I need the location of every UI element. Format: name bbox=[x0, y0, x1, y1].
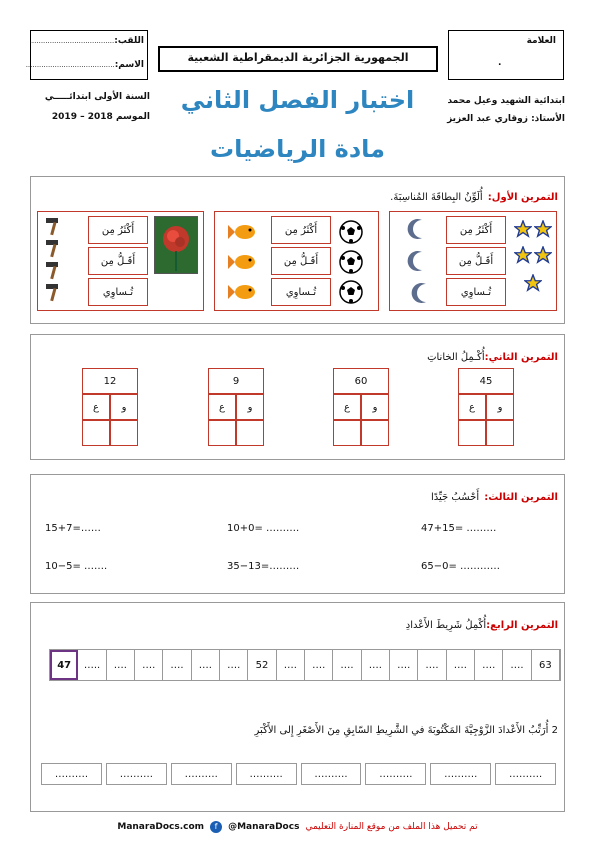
answer-box[interactable]: ………. bbox=[365, 763, 426, 785]
goldfish-icon bbox=[227, 282, 259, 306]
exercise-2-label: التمرين الثاني: bbox=[484, 352, 558, 363]
exercise-2-instruction: أُكْـمِلُ الخاناتِ bbox=[427, 352, 485, 363]
units-answer[interactable] bbox=[236, 420, 264, 446]
star-icon bbox=[534, 220, 552, 242]
teacher-name: الأستاذ: زوقاري عبد العزيز bbox=[447, 114, 565, 124]
tens-answer[interactable] bbox=[333, 420, 361, 446]
hammer-icon bbox=[44, 238, 66, 262]
star-icon bbox=[514, 246, 532, 268]
strip-cell[interactable]: …. bbox=[333, 650, 361, 680]
option-more-than[interactable]: أَكْثَرُ مِن bbox=[271, 216, 331, 244]
exercise-3-label: التمرين الثالث: bbox=[484, 492, 558, 503]
strip-cell[interactable]: …. bbox=[418, 650, 446, 680]
tens-answer[interactable] bbox=[82, 420, 110, 446]
republic-title: الجمهورية الجزائرية الديمقراطية الشعبية bbox=[187, 51, 409, 64]
number-strip bbox=[49, 649, 561, 681]
exercise-4-instruction: أُكْمِلُ شَرِيطَ الأَعْدادِ bbox=[405, 620, 487, 631]
exercise-3-section bbox=[30, 474, 565, 594]
option-less-than[interactable]: أَقَـلُّ مِن bbox=[88, 247, 148, 275]
exercise-4-section bbox=[30, 602, 565, 812]
exercise-1-instruction: أُلَوِّنُ البِطاقَةَ المُناسِبَةَ. bbox=[390, 192, 483, 203]
answer-box[interactable]: ………. bbox=[236, 763, 297, 785]
soccer-ball-icon bbox=[339, 220, 363, 248]
school-name: ابتدائية الشهيد وعيل محمد bbox=[447, 96, 565, 106]
strip-cell[interactable]: ….. bbox=[78, 650, 106, 680]
exercise-4-heading bbox=[406, 613, 558, 632]
hammer-icon bbox=[44, 260, 66, 284]
answer-box[interactable]: ………. bbox=[430, 763, 491, 785]
op-10-plus-0[interactable]: 10+0= ………. bbox=[227, 523, 300, 534]
year-level: السنة الأولى ابتدائـــــي bbox=[44, 92, 150, 102]
hammer-icon bbox=[44, 282, 66, 306]
units-header: و bbox=[486, 394, 514, 420]
name-line bbox=[25, 60, 144, 70]
name-label: الاسم: bbox=[114, 60, 144, 70]
units-header: و bbox=[110, 394, 138, 420]
strip-cell[interactable]: …. bbox=[192, 650, 220, 680]
surname-line bbox=[29, 36, 144, 46]
strip-cell[interactable]: 47 bbox=[50, 650, 78, 680]
season: الموسم 2018 – 2019 bbox=[51, 112, 150, 122]
answer-box[interactable]: ………. bbox=[41, 763, 102, 785]
number-cell: 9 bbox=[208, 368, 264, 394]
footer bbox=[30, 818, 565, 836]
exercise-2-heading bbox=[427, 345, 558, 364]
option-more-than[interactable]: أَكْثَرُ مِن bbox=[446, 216, 506, 244]
strip-cell[interactable]: 63 bbox=[532, 650, 560, 680]
hammer-icon bbox=[44, 216, 66, 240]
option-more-than[interactable]: أَكْثَرُ مِن bbox=[88, 216, 148, 244]
strip-cell[interactable]: …. bbox=[107, 650, 135, 680]
units-header: و bbox=[361, 394, 389, 420]
strip-cell[interactable]: …. bbox=[277, 650, 305, 680]
subject-title: مادة الرياضيات bbox=[209, 135, 386, 163]
op-15-plus-7[interactable]: 15+7=…… bbox=[45, 523, 101, 534]
moon-icon bbox=[404, 218, 430, 244]
number-cell: 60 bbox=[333, 368, 389, 394]
exercise-1-heading bbox=[390, 185, 558, 204]
star-icon bbox=[514, 220, 532, 242]
strip-cell[interactable]: …. bbox=[475, 650, 503, 680]
grade-label: العلامة bbox=[526, 36, 556, 46]
moon-icon bbox=[404, 250, 430, 276]
answer-box[interactable]: ………. bbox=[106, 763, 167, 785]
footer-text: تم تحميل هذا الملف من موقع المنارة التعليمي bbox=[305, 822, 478, 832]
group-stars-moons bbox=[389, 211, 557, 311]
tens-header: ع bbox=[208, 394, 236, 420]
strip-cell[interactable]: 52 bbox=[248, 650, 276, 680]
exercise-3-heading bbox=[431, 485, 558, 504]
answer-box[interactable]: ………. bbox=[495, 763, 556, 785]
name-dots: ........................................ bbox=[25, 61, 115, 69]
grade-dot: . bbox=[498, 58, 502, 68]
units-answer[interactable] bbox=[486, 420, 514, 446]
exercise-4-label: التمرين الرابع: bbox=[486, 620, 558, 631]
op-35-minus-13[interactable]: 35−13=……… bbox=[227, 561, 300, 572]
strip-cell[interactable]: …. bbox=[390, 650, 418, 680]
answer-box[interactable]: ………. bbox=[301, 763, 362, 785]
exam-title: اختبار الفصل الثاني bbox=[180, 86, 415, 114]
group-balls-fish bbox=[214, 211, 379, 311]
group-rose-hammers bbox=[37, 211, 204, 311]
strip-cell[interactable]: …. bbox=[503, 650, 531, 680]
units-header: و bbox=[236, 394, 264, 420]
strip-cell[interactable]: …. bbox=[163, 650, 191, 680]
tens-header: ع bbox=[82, 394, 110, 420]
facebook-icon: f bbox=[210, 821, 222, 833]
op-65-minus-0[interactable]: 65−0= ………… bbox=[421, 561, 501, 572]
tens-header: ع bbox=[333, 394, 361, 420]
stars-icons bbox=[510, 218, 554, 304]
units-answer[interactable] bbox=[110, 420, 138, 446]
op-10-minus-5[interactable]: 10−5= ……. bbox=[45, 561, 108, 572]
answer-box[interactable]: ………. bbox=[171, 763, 232, 785]
option-less-than[interactable]: أَقَـلُّ مِن bbox=[271, 247, 331, 275]
exercise-1-label: التمرين الأول: bbox=[487, 192, 558, 203]
strip-cell[interactable]: …. bbox=[220, 650, 248, 680]
star-icon bbox=[524, 274, 542, 296]
goldfish-icon bbox=[227, 222, 259, 246]
footer-handle[interactable]: @ManaraDocs bbox=[228, 822, 300, 832]
option-equal[interactable]: تُـساوِي bbox=[271, 278, 331, 306]
strip-cell[interactable]: …. bbox=[305, 650, 333, 680]
option-equal[interactable]: تُـساوِي bbox=[446, 278, 506, 306]
number-cell: 12 bbox=[82, 368, 138, 394]
option-equal[interactable]: تُـساوِي bbox=[88, 278, 148, 306]
number-cell: 45 bbox=[458, 368, 514, 394]
surname-dots: ...................................... bbox=[29, 37, 115, 45]
soccer-ball-icon bbox=[339, 280, 363, 308]
strip-cell[interactable]: …. bbox=[447, 650, 475, 680]
footer-site[interactable]: ManaraDocs.com bbox=[117, 822, 205, 832]
surname-label: اللقب: bbox=[114, 36, 144, 46]
exercise-4-question: 2 أُرَتِّبُ الأَعْدادَ الزَّوْجِيَّةَ المَكْتُوبَةَ في الشَّرِيطِ السّابِقِ مِنَ الأَصْغَرِ إِلى الأَكْبَرِ bbox=[254, 725, 558, 736]
soccer-ball-icon bbox=[339, 250, 363, 278]
exercise-3-instruction: أَحْسُبُ جَيِّدًا bbox=[431, 492, 480, 503]
tens-answer[interactable] bbox=[458, 420, 486, 446]
op-47-plus-15[interactable]: 47+15= ……… bbox=[421, 523, 497, 534]
strip-cell[interactable]: …. bbox=[362, 650, 390, 680]
rose-image bbox=[154, 216, 198, 274]
tens-answer[interactable] bbox=[208, 420, 236, 446]
tens-header: ع bbox=[458, 394, 486, 420]
strip-cell[interactable]: …. bbox=[135, 650, 163, 680]
exercise-1-section bbox=[30, 176, 565, 324]
goldfish-icon bbox=[227, 252, 259, 276]
units-answer[interactable] bbox=[361, 420, 389, 446]
star-icon bbox=[534, 246, 552, 268]
moon-icon bbox=[408, 282, 434, 308]
option-less-than[interactable]: أَقَـلُّ مِن bbox=[446, 247, 506, 275]
